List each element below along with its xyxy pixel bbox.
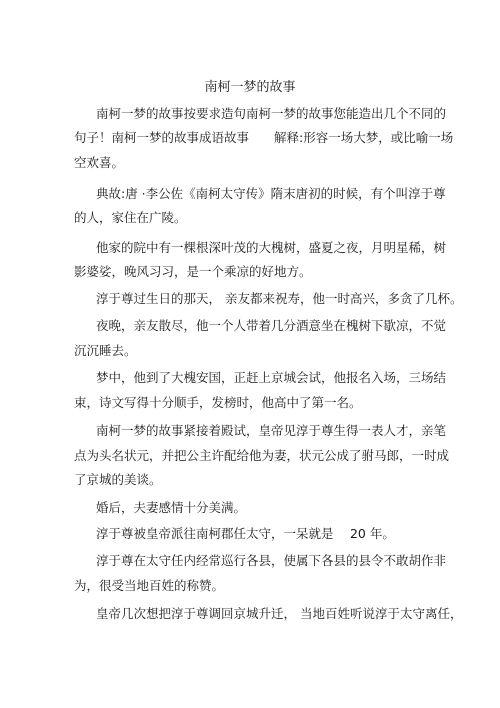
text-line: 了京城的美谈。 <box>74 472 162 487</box>
text-line: 南柯一梦的故事按要求造句南柯一梦的故事您能造出几个不同的 <box>96 106 447 121</box>
text-line: 婚后，夫妻感情十分美满。 <box>96 500 247 515</box>
text-line: 夜晚，亲友散尽，他一个人带着几分酒意坐在槐树下歇凉，不觉 <box>96 318 447 333</box>
text-line: 典故:唐 ·李公佐《南柯太守传》隋末唐初的时候，有个叫淳于尊 <box>96 186 446 201</box>
text-line: 南柯一梦的故事紧接着殿试，皇帝见淳于尊生得一表人才，亲笔 <box>96 423 447 438</box>
text-line: 沉沉睡去。 <box>74 343 137 358</box>
text-line: 淳于尊被皇帝派往南柯郡任太守，一呆就是 20 年。 <box>96 526 395 541</box>
text-line: 为，很受当地百姓的称赞。 <box>74 578 225 593</box>
text-line: 点为头名状元，并把公主许配给他为妻，状元公成了驸马郎，一时成 <box>74 448 450 463</box>
text-line: 他家的院中有一棵根深叶茂的大槐树，盛夏之夜，月明星稀，树 <box>96 240 447 255</box>
text-line: 的人，家住在广陵。 <box>74 210 187 225</box>
document-title: 南柯一梦的故事 <box>204 80 296 95</box>
text-line: 束，诗文写得十分顺手，发榜时，他高中了第一名。 <box>74 395 362 410</box>
text-line: 句子！南柯一梦的故事成语故事 解释:形容一场大梦，或比喻一场 <box>74 130 454 145</box>
text-line: 淳于尊过生日的那天， 亲友都来祝寿，他一时高兴，多贪了几杯。 <box>96 291 463 306</box>
text-line: 空欢喜。 <box>74 155 125 170</box>
text-line: 皇帝几次想把淳于尊调回京城升迁， 当地百姓听说淳于太守离任， <box>96 606 463 621</box>
text-line: 淳于尊在太守任内经常巡行各县，使属下各县的县令不敢胡作非 <box>96 553 447 568</box>
text-line: 梦中，他到了大槐安国，正赶上京城会试，他报名入场，三场结 <box>96 370 447 385</box>
text-line: 影婆娑，晚风习习，是一个乘凉的好地方。 <box>74 264 312 279</box>
